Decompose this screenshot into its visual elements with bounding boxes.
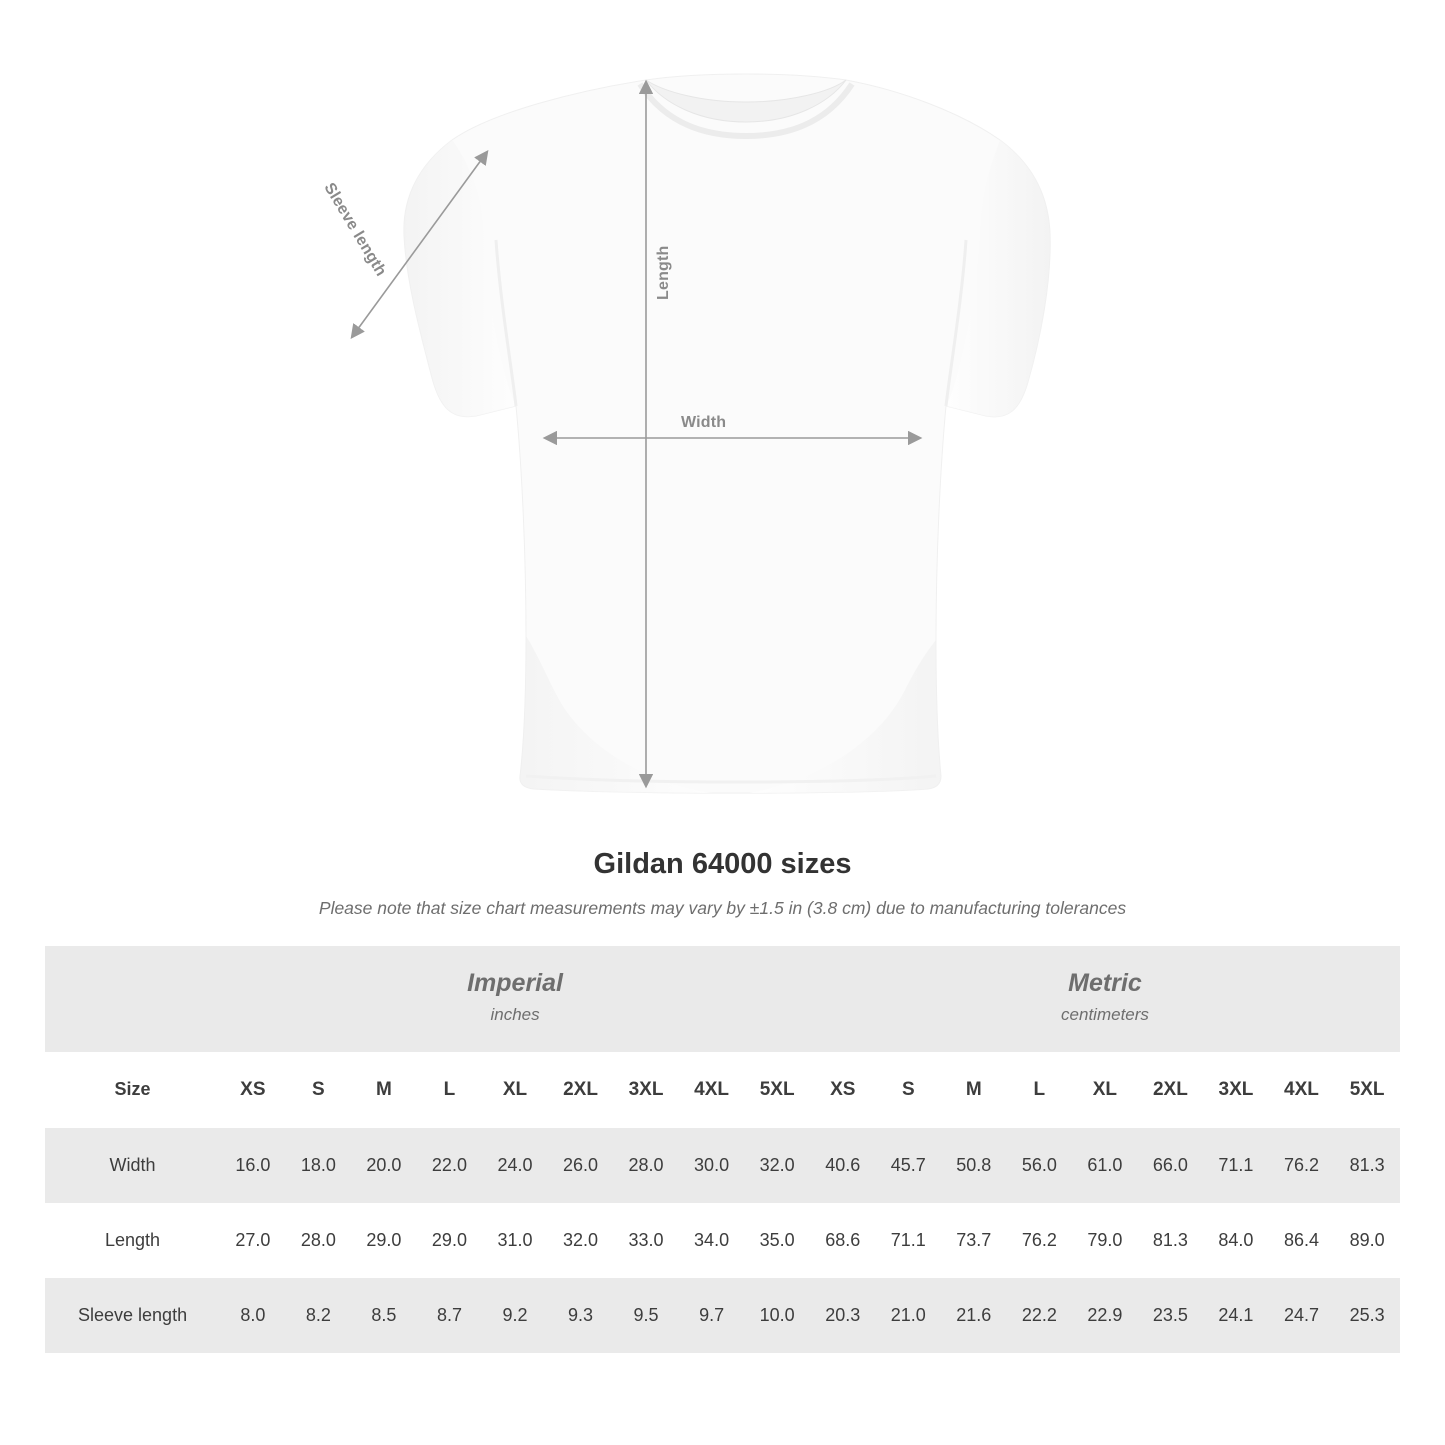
measurement-cell-metric: 73.7 — [941, 1203, 1007, 1278]
measurement-cell-imperial: 28.0 — [286, 1203, 352, 1278]
measurement-cell-imperial: 9.5 — [613, 1278, 679, 1353]
measurement-cell-metric: 50.8 — [941, 1128, 1007, 1203]
measurement-cell-metric: 79.0 — [1072, 1203, 1138, 1278]
size-header-imperial: L — [417, 1052, 483, 1128]
measurement-cell-imperial: 26.0 — [548, 1128, 614, 1203]
measurement-cell-imperial: 9.2 — [482, 1278, 548, 1353]
measurement-cell-metric: 22.9 — [1072, 1278, 1138, 1353]
table-row — [45, 1128, 1400, 1203]
measurement-cell-metric: 71.1 — [876, 1203, 942, 1278]
measurement-cell-imperial: 29.0 — [351, 1203, 417, 1278]
size-table-wrapper — [45, 946, 1400, 1353]
measurement-cell-metric: 40.6 — [810, 1128, 876, 1203]
measurement-cell-imperial: 8.5 — [351, 1278, 417, 1353]
measurement-cell-metric: 86.4 — [1269, 1203, 1335, 1278]
size-header-row — [45, 1052, 1400, 1128]
measurement-cell-imperial: 8.2 — [286, 1278, 352, 1353]
measurement-cell-imperial: 22.0 — [417, 1128, 483, 1203]
sleeve-length-dimension-label: Sleeve length — [320, 180, 390, 280]
measurement-cell-metric: 71.1 — [1203, 1128, 1269, 1203]
measurement-cell-imperial: 33.0 — [613, 1203, 679, 1278]
size-header-metric: 5XL — [1334, 1052, 1400, 1128]
measurement-cell-metric: 76.2 — [1007, 1203, 1073, 1278]
measurement-cell-imperial: 18.0 — [286, 1128, 352, 1203]
size-header-metric: M — [941, 1052, 1007, 1128]
size-column-label: Size — [45, 1052, 220, 1128]
table-row — [45, 1278, 1400, 1353]
measurement-cell-metric: 21.0 — [876, 1278, 942, 1353]
imperial-unit-sub: inches — [490, 1005, 540, 1025]
measurement-cell-imperial: 29.0 — [417, 1203, 483, 1278]
metric-unit-header — [810, 946, 1400, 1052]
measurement-label: Sleeve length — [45, 1278, 220, 1353]
measurement-cell-imperial: 32.0 — [744, 1128, 810, 1203]
size-header-imperial: S — [286, 1052, 352, 1128]
measurement-cell-imperial: 28.0 — [613, 1128, 679, 1203]
measurement-cell-metric: 21.6 — [941, 1278, 1007, 1353]
size-header-imperial: 4XL — [679, 1052, 745, 1128]
measurement-cell-imperial: 27.0 — [220, 1203, 286, 1278]
tolerance-note: Please note that size chart measurements may vary by ±1.5 in (3.8 cm) due to manufacturing tolerances — [318, 898, 1127, 918]
measurement-cell-metric: 20.3 — [810, 1278, 876, 1353]
size-header-metric: L — [1007, 1052, 1073, 1128]
title-block — [0, 848, 1445, 919]
measurement-cell-imperial: 9.7 — [679, 1278, 745, 1353]
measurement-cell-metric: 84.0 — [1203, 1203, 1269, 1278]
table-row — [45, 1203, 1400, 1278]
length-dimension-label: Length — [655, 245, 672, 300]
measurement-cell-metric: 23.5 — [1138, 1278, 1204, 1353]
measurement-cell-imperial: 34.0 — [679, 1203, 745, 1278]
measurement-cell-metric: 61.0 — [1072, 1128, 1138, 1203]
size-header-imperial: XS — [220, 1052, 286, 1128]
unit-banner-spacer — [45, 946, 220, 1052]
width-dimension-label: Width — [681, 414, 727, 431]
size-header-imperial: XL — [482, 1052, 548, 1128]
measurement-cell-imperial: 10.0 — [744, 1278, 810, 1353]
tshirt-shape — [404, 74, 1050, 793]
measurement-cell-metric: 24.7 — [1269, 1278, 1335, 1353]
measurement-cell-imperial: 8.7 — [417, 1278, 483, 1353]
size-header-metric: 2XL — [1138, 1052, 1204, 1128]
size-header-imperial: 5XL — [744, 1052, 810, 1128]
measurement-cell-metric: 81.3 — [1334, 1128, 1400, 1203]
measurement-cell-metric: 68.6 — [810, 1203, 876, 1278]
size-header-metric: XS — [810, 1052, 876, 1128]
measurement-cell-metric: 25.3 — [1334, 1278, 1400, 1353]
measurement-cell-metric: 22.2 — [1007, 1278, 1073, 1353]
size-header-metric: S — [876, 1052, 942, 1128]
measurement-cell-imperial: 30.0 — [679, 1128, 745, 1203]
size-header-metric: 3XL — [1203, 1052, 1269, 1128]
measurement-cell-imperial: 9.3 — [548, 1278, 614, 1353]
measurement-cell-metric: 89.0 — [1334, 1203, 1400, 1278]
measurement-cell-metric: 45.7 — [876, 1128, 942, 1203]
unit-banner-row — [45, 946, 1400, 1052]
metric-unit-sub: centimeters — [1061, 1005, 1149, 1025]
imperial-unit-header — [220, 946, 810, 1052]
measurement-cell-imperial: 16.0 — [220, 1128, 286, 1203]
measurement-cell-metric: 76.2 — [1269, 1128, 1335, 1203]
size-table — [45, 946, 1400, 1353]
page-title: Gildan 64000 sizes — [593, 848, 852, 880]
measurement-cell-metric: 81.3 — [1138, 1203, 1204, 1278]
measurement-label: Width — [45, 1128, 220, 1203]
size-header-metric: 4XL — [1269, 1052, 1335, 1128]
imperial-unit-name: Imperial — [467, 969, 563, 997]
size-header-imperial: 2XL — [548, 1052, 614, 1128]
measurement-cell-imperial: 24.0 — [482, 1128, 548, 1203]
measurement-cell-imperial: 8.0 — [220, 1278, 286, 1353]
size-header-metric: XL — [1072, 1052, 1138, 1128]
size-header-imperial: M — [351, 1052, 417, 1128]
size-header-imperial: 3XL — [613, 1052, 679, 1128]
measurement-cell-imperial: 32.0 — [548, 1203, 614, 1278]
measurement-label: Length — [45, 1203, 220, 1278]
metric-unit-name: Metric — [1068, 969, 1142, 997]
measurement-cell-imperial: 31.0 — [482, 1203, 548, 1278]
measurement-cell-metric: 66.0 — [1138, 1128, 1204, 1203]
measurement-cell-metric: 56.0 — [1007, 1128, 1073, 1203]
measurement-cell-imperial: 20.0 — [351, 1128, 417, 1203]
measurement-cell-imperial: 35.0 — [744, 1203, 810, 1278]
measurement-cell-metric: 24.1 — [1203, 1278, 1269, 1353]
